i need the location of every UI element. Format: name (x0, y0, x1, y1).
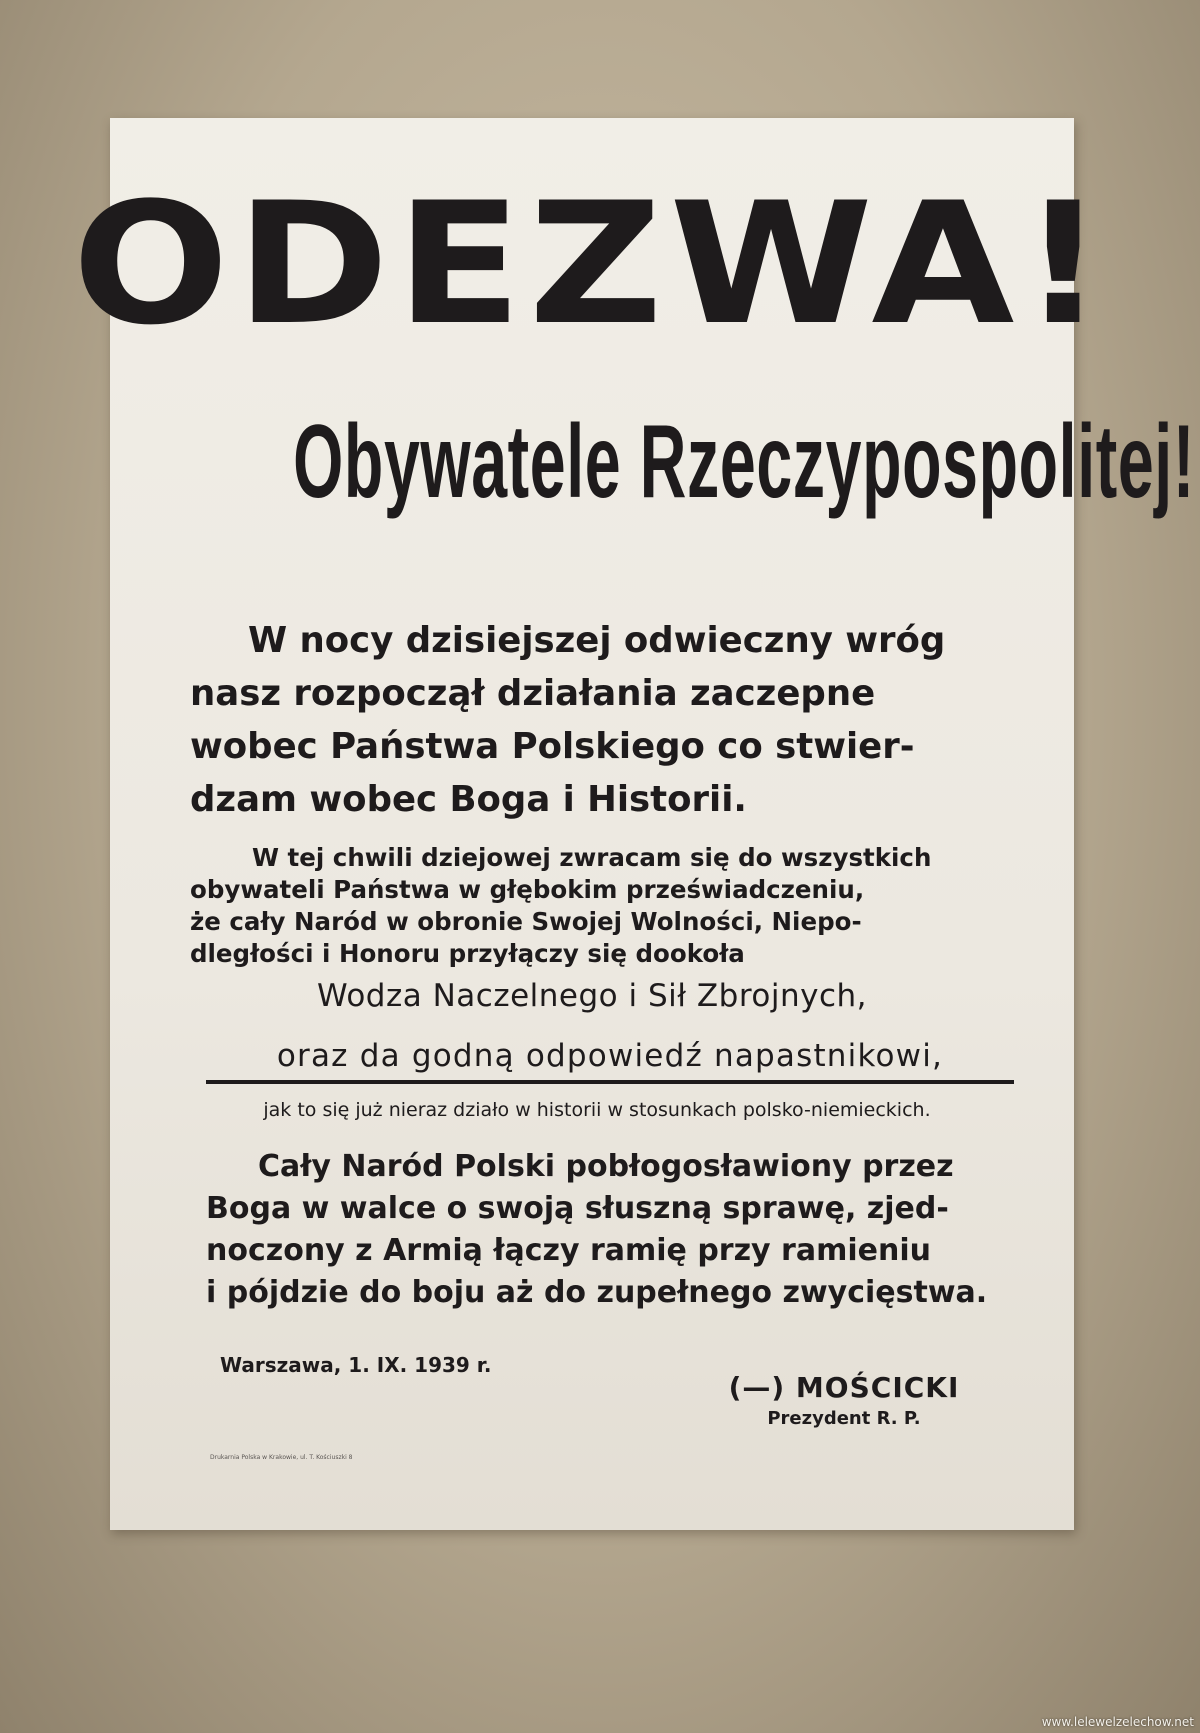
signature-title: Prezydent R. P. (767, 1408, 921, 1429)
paragraph-2-line: że cały Naród w obronie Swojej Wolności, Niepo- (190, 907, 862, 936)
paragraph-3-line: i pójdzie do boju aż do zupełnego zwycięstwa. (206, 1275, 988, 1310)
poster (72, 118, 1195, 1530)
line-jak: jak to się już nieraz działo w historii w stosunkach polsko-niemieckich. (263, 1099, 931, 1121)
paragraph-3-line: noczony z Armią łączy ramię przy ramieniu (206, 1233, 931, 1268)
paragraph-1 (190, 614, 1014, 826)
paragraph-1-line: dzam wobec Boga i Historii. (190, 779, 747, 820)
paragraph-2 (190, 842, 1014, 970)
paragraph-3 (206, 1146, 1014, 1314)
paragraph-3-line: Cały Naród Polski pobłogosławiony przez (258, 1149, 954, 1184)
paragraph-2-line: W tej chwili dziejowej zwracam się do wszystkich (252, 843, 932, 872)
paragraph-1-line: nasz rozpoczął działania zaczepne (190, 673, 876, 714)
line-wodza: Wodza Naczelnego i Sił Zbrojnych, (316, 978, 868, 1014)
paragraph-3-line: Boga w walce o swoją słuszną sprawę, zjed- (206, 1191, 949, 1226)
printer-note: Drukarnia Polska w Krakowie, ul. T. Kościuszki 8 (210, 1454, 353, 1461)
date-place: Warszawa, 1. IX. 1939 r. (220, 1353, 492, 1377)
signature-block (724, 1371, 964, 1429)
watermark-url: www.lelewelzelechow.net (1041, 1715, 1194, 1729)
paragraph-1-line: W nocy dzisiejszej odwieczny wróg (248, 620, 946, 661)
paragraph-2-line: dległości i Honoru przyłączy się dookoła (190, 939, 745, 968)
poster-subtitle: Obywatele Rzeczypospolitej! (293, 404, 1195, 520)
signature-name: (—) MOŚCICKI (728, 1371, 960, 1404)
line-oraz-underlined: oraz da godną odpowiedź napastnikowi, (206, 1038, 1014, 1084)
paragraph-2-line: obywateli Państwa w głębokim przeświadczeniu, (190, 875, 865, 904)
poster-title: ODEZWA! (72, 166, 1112, 362)
paragraph-1-line: wobec Państwa Polskiego co stwier- (190, 726, 915, 767)
